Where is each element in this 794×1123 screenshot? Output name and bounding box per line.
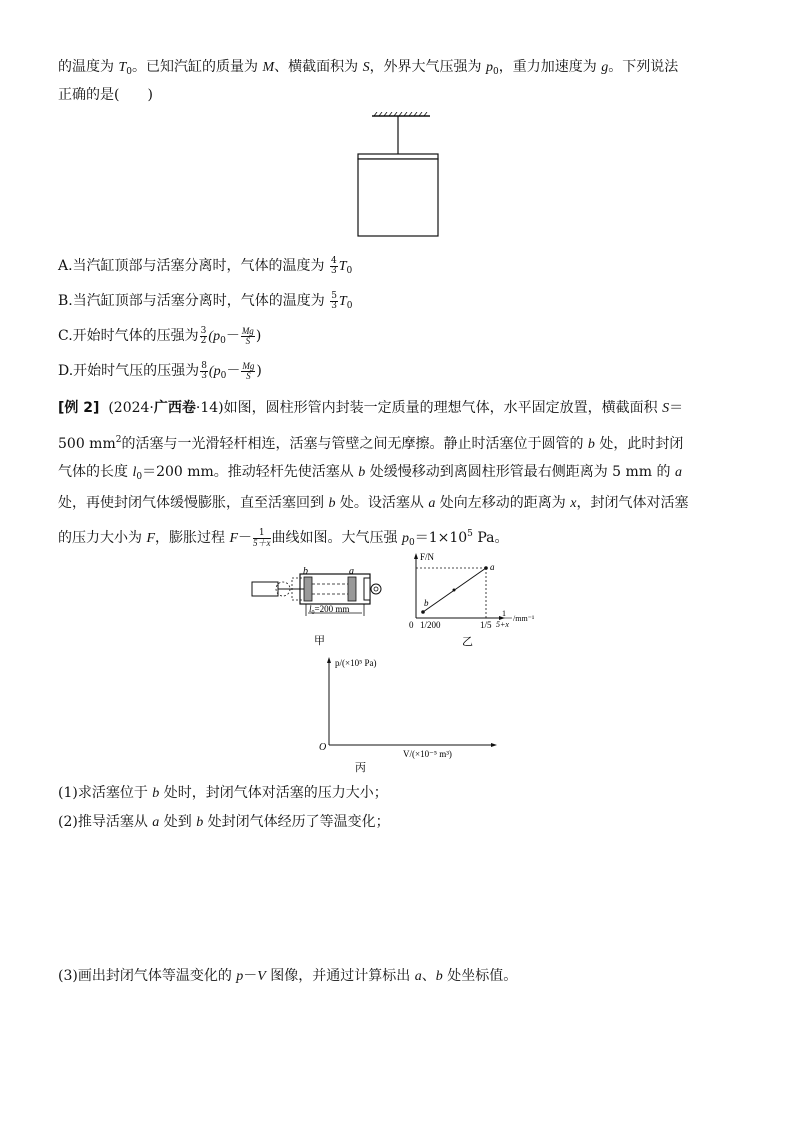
var-p: p xyxy=(236,969,244,984)
text-run: (1)求活塞位于 xyxy=(58,785,153,801)
subscript: 0 xyxy=(346,266,353,276)
cylinder-body xyxy=(358,159,438,236)
figure-bing xyxy=(315,653,505,775)
text-run: 处缓慢移动到离圆柱形管最右侧距离为 5 mm 的 xyxy=(365,464,675,480)
var-a: a xyxy=(152,815,160,830)
x-label-num: 1 xyxy=(502,609,506,618)
var-V: V xyxy=(257,969,266,984)
text-run: 处。设活塞从 xyxy=(335,495,429,511)
minus: － xyxy=(226,363,241,379)
option-a xyxy=(58,256,352,281)
superscript: 5 xyxy=(467,529,473,539)
subscript: 0 xyxy=(493,67,499,77)
text-run: ，膨胀过程 xyxy=(155,530,230,546)
fraction: $\frac{1}{5+x}$ xyxy=(253,527,271,548)
intro-line-1 xyxy=(58,57,678,82)
v-axis-label: V/(×10⁻⁵ m³) xyxy=(403,749,452,759)
var-F: F xyxy=(146,531,156,546)
text-run: 、横截面积为 xyxy=(274,59,363,75)
text-run: 如图，圆柱形管内封装一定质量的理想气体，水平固定放置，横截面积 xyxy=(223,400,663,416)
text-run: 。已知汽缸的质量为 xyxy=(131,59,263,75)
expr: (p xyxy=(208,329,221,344)
var-a: a xyxy=(428,496,436,511)
end-ring-outer xyxy=(371,584,381,594)
y-arrow xyxy=(414,553,418,559)
var-l: l xyxy=(132,465,137,480)
fraction: $\frac{Mg}{S}$ xyxy=(242,360,255,381)
p-arrow xyxy=(327,657,331,663)
text-run: － xyxy=(243,968,258,984)
caption-jia: 甲 xyxy=(314,635,325,647)
var-S: S xyxy=(662,401,670,416)
point-a xyxy=(484,566,488,570)
x-label-den: 5+x xyxy=(496,620,509,629)
option-c xyxy=(58,326,261,351)
var-T: T xyxy=(338,259,347,274)
y-axis-label: F/N xyxy=(420,552,435,562)
text-run: 处，再使封闭气体缓慢膨胀，直至活塞回到 xyxy=(58,495,329,511)
source: (2024· xyxy=(108,400,154,416)
paren: ) xyxy=(255,328,262,344)
expr: (p xyxy=(208,364,221,379)
question-2 xyxy=(58,812,390,833)
text-run: Pa。 xyxy=(472,530,509,546)
tick-1-200: 1/200 xyxy=(420,620,441,630)
text-run: 的压力大小为 xyxy=(58,530,147,546)
var-g: g xyxy=(601,60,609,75)
fraction: $\frac{3}{2}$ xyxy=(200,325,207,346)
minus: － xyxy=(225,328,240,344)
var-p0: p xyxy=(486,60,494,75)
piston-a xyxy=(348,577,356,601)
piston-b xyxy=(304,577,312,601)
text-run: (3)画出封闭气体等温变化的 xyxy=(58,968,237,984)
subscript: 0 xyxy=(408,538,415,548)
text-run: 气体的长度 xyxy=(58,464,133,480)
var-p: p xyxy=(401,531,409,546)
text-run: 曲线如图。大气压强 xyxy=(271,530,402,546)
text-run: 的温度为 xyxy=(58,59,119,75)
var-M: M xyxy=(262,60,275,75)
point-b xyxy=(421,610,425,614)
text-run: ＝ xyxy=(669,400,684,416)
subscript: 0 xyxy=(136,472,143,482)
var-b: b xyxy=(358,465,366,480)
hanging-cylinder-figure xyxy=(350,112,450,242)
var-b: b xyxy=(152,786,160,801)
origin: O xyxy=(319,742,327,753)
text-run: 处时，封闭气体对活塞的压力大小； xyxy=(159,785,388,801)
var-b: b xyxy=(196,815,204,830)
text-run: 、 xyxy=(421,968,436,984)
superscript: 2 xyxy=(115,435,122,445)
x-unit: /mm⁻¹ xyxy=(513,614,535,623)
question-1 xyxy=(58,783,388,804)
var-a: a xyxy=(674,465,682,480)
example2-line-1 xyxy=(58,398,683,419)
label-b: b xyxy=(424,598,429,608)
end-ring-inner xyxy=(374,587,378,591)
fraction: $\frac{Mg}{S}$ xyxy=(241,325,254,346)
text-run: ，外界大气压强为 xyxy=(369,59,487,75)
example2-line-4 xyxy=(58,493,688,514)
var-b: b xyxy=(435,969,443,984)
example2-line-2 xyxy=(58,430,683,455)
var-T: T xyxy=(338,294,347,309)
text-run: 图像，并通过计算标出 xyxy=(265,968,415,984)
source: ·14) xyxy=(195,400,224,416)
caption-bing: 丙 xyxy=(355,762,366,774)
caption-yi: 乙 xyxy=(462,636,473,648)
text-run: 处，此时封闭 xyxy=(594,436,684,452)
text-run: 处向左移动的距离为 xyxy=(435,495,571,511)
option-b xyxy=(58,291,352,316)
point-mid xyxy=(453,589,456,592)
fraction: $\frac{4}{3}$ xyxy=(331,255,337,276)
question-3 xyxy=(58,966,517,987)
subscript: 0 xyxy=(220,336,226,346)
subscript: 0 xyxy=(220,371,227,381)
text-run: ＝1×10 xyxy=(414,530,468,546)
var-b: b xyxy=(328,496,336,511)
text-run: 处到 xyxy=(159,814,197,830)
var-x: x xyxy=(570,496,577,511)
origin: 0 xyxy=(409,620,414,630)
source-name: 广西卷 xyxy=(153,400,196,416)
option-b-text: B.当汽缸顶部与活塞分离时，气体的温度为 xyxy=(58,293,330,309)
var-F: F xyxy=(229,531,239,546)
var-S: S xyxy=(362,60,370,75)
p-axis-label: p/(×10⁵ Pa) xyxy=(335,658,377,668)
option-d xyxy=(58,361,262,386)
text-run: (2)推导活塞从 xyxy=(58,814,153,830)
option-d-text: D.开始时气压的压强为 xyxy=(58,363,200,379)
tick-1-5: 1/5 xyxy=(480,620,492,630)
label-b: b xyxy=(303,566,308,577)
figure-yi xyxy=(404,550,554,650)
text-run: 的活塞与一光滑轻杆相连，活塞与管壁之间无摩擦。静止时活塞位于圆管的 xyxy=(121,436,588,452)
example2-line-5 xyxy=(58,524,509,553)
text-run: ＝200 mm。推动轻杆先使活塞从 xyxy=(142,464,359,480)
rod-housing xyxy=(252,582,278,596)
intro-line-2: 正确的是( ) xyxy=(58,87,153,103)
dash: － xyxy=(238,530,253,546)
paren: ) xyxy=(256,363,262,379)
dim-label: $l_0=200$ mm xyxy=(309,604,350,616)
subscript: 0 xyxy=(346,301,353,311)
piston xyxy=(358,154,438,159)
text-run: 处坐标值。 xyxy=(442,968,518,984)
option-a-text: A.当汽缸顶部与活塞分离时，气体的温度为 xyxy=(58,258,330,274)
option-c-text: C.开始时气体的压强为 xyxy=(58,328,199,344)
text-run: 。下列说法 xyxy=(608,59,679,75)
figure-jia xyxy=(248,566,388,648)
var-T0: T xyxy=(118,60,127,75)
fraction: $\frac{8}{3}$ xyxy=(201,360,207,381)
text-run: ，封闭气体对活塞 xyxy=(576,495,689,511)
var-b: b xyxy=(587,437,595,452)
v-arrow xyxy=(491,743,497,747)
var-a: a xyxy=(414,969,422,984)
example-tag: [例 2] xyxy=(58,400,100,416)
text-run: 500 mm xyxy=(58,436,116,452)
label-a: a xyxy=(349,566,354,577)
fraction: $\frac{5}{3}$ xyxy=(331,290,337,311)
example2-line-3 xyxy=(58,462,682,487)
end-cap xyxy=(364,578,370,600)
text-run: ，重力加速度为 xyxy=(498,59,602,75)
subscript: 0 xyxy=(126,67,132,77)
label-a: a xyxy=(490,562,495,572)
text-run: 处封闭气体经历了等温变化； xyxy=(203,814,390,830)
